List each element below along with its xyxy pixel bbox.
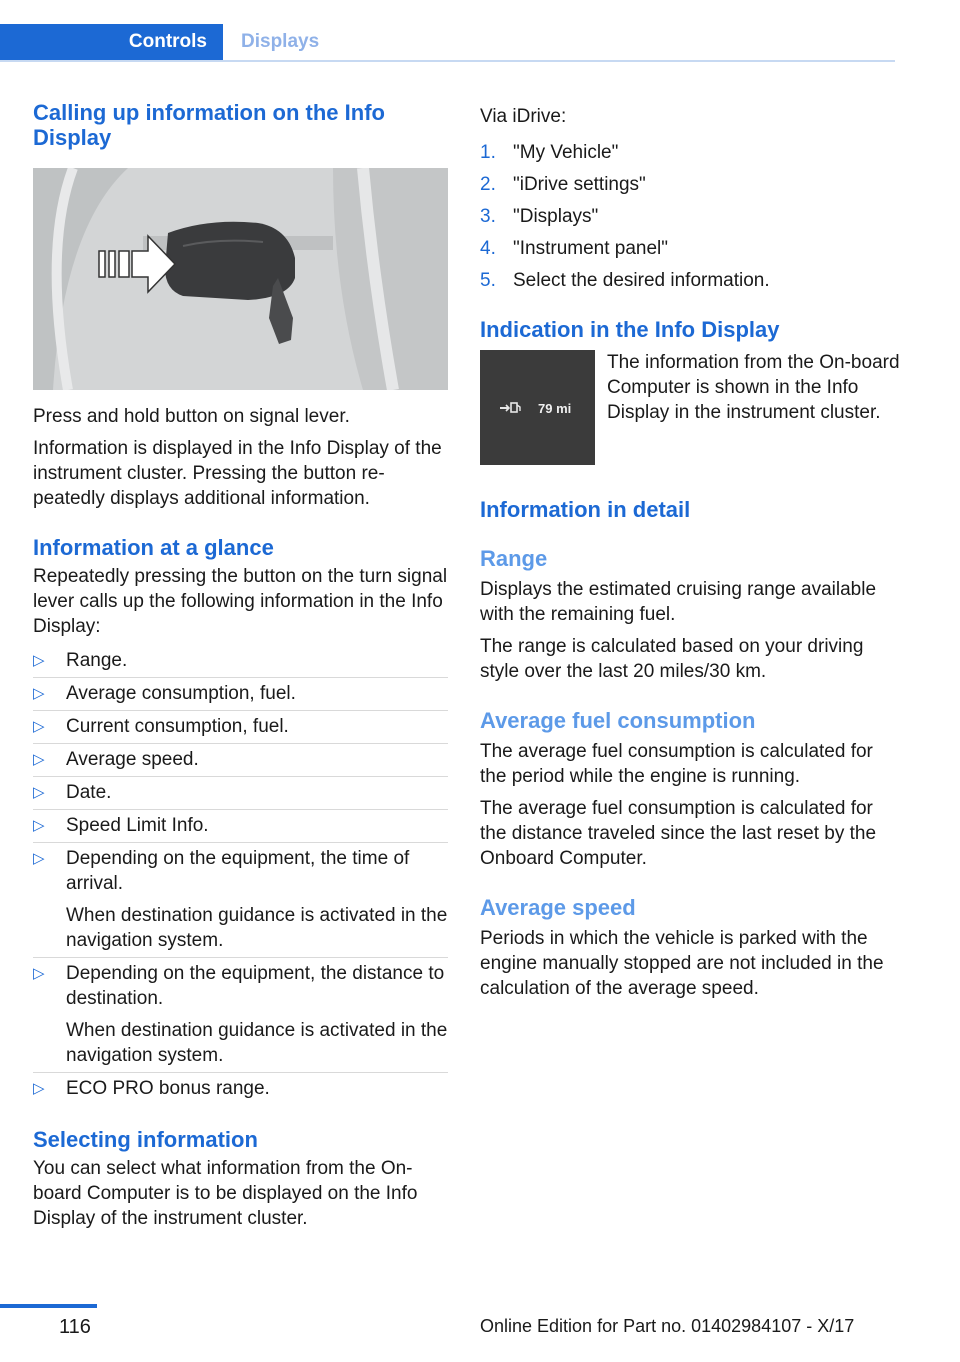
paragraph-press-hold: Press and hold button on signal lever. bbox=[33, 406, 350, 427]
list-item: 2. "iDrive settings" bbox=[480, 174, 646, 195]
list-item: ▷ Average speed. bbox=[33, 749, 199, 770]
list-item: ▷ Average consumption, fuel. bbox=[33, 683, 296, 704]
header-divider bbox=[0, 60, 895, 62]
section-heading-at-a-glance: Information at a glance bbox=[33, 535, 274, 560]
page-number: 116 bbox=[59, 1316, 91, 1338]
list-item: ▷ Range. bbox=[33, 650, 128, 671]
list-item: 5. Select the desired information. bbox=[480, 270, 770, 291]
range-value: 79 mi bbox=[538, 401, 572, 416]
paragraph-via-idrive: Via iDrive: bbox=[480, 106, 567, 127]
paragraph-avg-fuel-1: The average fuel consumption is calculated for the period while the engine is running. bbox=[480, 741, 873, 787]
info-display-block bbox=[480, 350, 900, 475]
paragraph-avg-speed: Periods in which the vehicle is parked with the engine manually stopped are not included in the calculation of the average speed. bbox=[480, 928, 884, 999]
list-item: ▷ Depending on the equipment, the time of arrival. When destination guidance is activated in the navigation system. bbox=[33, 848, 448, 951]
idrive-steps-list bbox=[480, 137, 900, 297]
paragraph-avg-fuel-2: The average fuel consumption is calculated for the distance traveled since the last reset by the Onboard Computer. bbox=[480, 798, 877, 869]
section-heading-selecting: Selecting information bbox=[33, 1127, 258, 1152]
list-item: 3. "Displays" bbox=[480, 206, 599, 227]
section-heading-detail: Information in detail bbox=[480, 497, 691, 522]
triangle-bullet-icon: ▷ bbox=[33, 965, 45, 982]
footer-accent-bar bbox=[0, 1304, 97, 1308]
paragraph-display-info: The information from the On‐board Computer is shown in the Info Display in the instrument cluster. bbox=[607, 352, 900, 423]
signal-lever-photo bbox=[33, 168, 448, 390]
section-heading-calling-up: Calling up information on the Info Display bbox=[33, 100, 385, 150]
tab-displays[interactable]: Displays bbox=[241, 31, 320, 52]
list-item: ▷ Speed Limit Info. bbox=[33, 815, 209, 836]
subheading-range: Range bbox=[480, 546, 548, 571]
right-column bbox=[480, 100, 900, 1001]
triangle-bullet-icon: ▷ bbox=[33, 685, 45, 702]
triangle-bullet-icon: ▷ bbox=[33, 1080, 45, 1097]
section-heading-indication: Indication in the Info Display bbox=[480, 317, 780, 342]
triangle-bullet-icon: ▷ bbox=[33, 784, 45, 801]
list-item: ▷ Date. bbox=[33, 782, 112, 803]
list-item: 4. "Instrument panel" bbox=[480, 238, 669, 259]
paragraph-repeatedly-pressing: Repeatedly pressing the button on the turn signal lever calls up the following information in the Info Display: bbox=[33, 566, 448, 637]
paragraph-range-2: The range is calculated based on your driving style over the last 20 miles/30 km. bbox=[480, 636, 864, 682]
paragraph-info-displayed: Information is displayed in the Info Display of the instrument cluster. Pressing the button re‐peatedly displays additional information. bbox=[33, 438, 442, 509]
tab-controls[interactable]: Controls bbox=[0, 24, 223, 60]
subheading-avg-speed: Average speed bbox=[480, 895, 636, 920]
triangle-bullet-icon: ▷ bbox=[33, 817, 45, 834]
list-item: ▷ ECO PRO bonus range. bbox=[33, 1078, 270, 1099]
left-column bbox=[33, 100, 448, 1231]
paragraph-range-1: Displays the estimated cruising range available with the remaining fuel. bbox=[480, 579, 877, 625]
page-header bbox=[0, 24, 895, 62]
footer-edition: Online Edition for Part no. 01402984107 - X/17 bbox=[480, 1316, 855, 1336]
fuel-pump-icon bbox=[480, 350, 595, 465]
paragraph-select-what: You can select what information from the On‐board Computer is to be displayed on the Info Display of the instrument cluster. bbox=[33, 1158, 418, 1229]
triangle-bullet-icon: ▷ bbox=[33, 751, 45, 768]
triangle-bullet-icon: ▷ bbox=[33, 850, 45, 867]
list-item: ▷ Depending on the equipment, the distance to destination. When destination guidance is activated in the navigation system. bbox=[33, 963, 448, 1066]
triangle-bullet-icon: ▷ bbox=[33, 652, 45, 669]
triangle-bullet-icon: ▷ bbox=[33, 718, 45, 735]
subheading-avg-fuel: Average fuel consumption bbox=[480, 708, 756, 733]
list-item: 1. "My Vehicle" bbox=[480, 142, 619, 163]
list-item: ▷ Current consumption, fuel. bbox=[33, 716, 289, 737]
info-item-list bbox=[33, 645, 448, 1105]
info-display-image bbox=[480, 350, 595, 465]
